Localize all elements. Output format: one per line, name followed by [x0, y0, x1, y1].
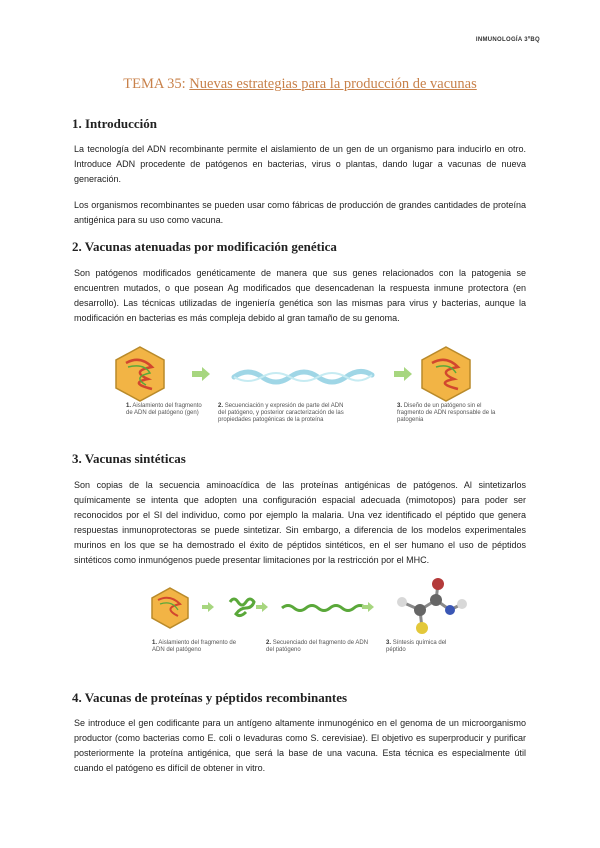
figure-caption: 2. Secuenciado del fragmento de ADN del patógeno	[266, 640, 369, 653]
figure-caption: 2. Secuenciación y expresión de parte del ADN del patógeno, y posterior caracterización de las propiedades patogénicas de la proteína	[218, 403, 344, 423]
dna-fragment-icon	[230, 599, 254, 616]
section-heading-introduccion: 1. Introducción	[72, 116, 157, 131]
arrow-icon	[362, 602, 374, 612]
figure-synthetic-vaccine	[150, 576, 490, 640]
page-title	[0, 76, 600, 93]
section-heading-proteinas-recombinantes: 4. Vacunas de proteínas y péptidos recombinantes	[72, 690, 348, 705]
figure-caption: 1. Aislamiento del fragmento de ADN del patógeno	[152, 640, 237, 653]
peptide-molecule-icon	[397, 578, 467, 634]
pathogen-hexagon-icon	[116, 347, 164, 401]
title-text: Nuevas estrategias para la producción de vacunas	[189, 76, 477, 92]
paragraph: Son copias de la secuencia aminoacídica de las proteínas antigénicas de patógenos. Al sintetizarlos químicamente se intenta que adopten una configuración espacial adecuada (mimotopos) para poder ser reconocidos por el SI del individuo, como por ejemplo la malaria. Una vez identificado el péptido que genera respuestas inmunoprotectoras se puede sintetizar. Sin embargo, a diferencia de los modelos experimentales murinos en los que se ha demostrado el éxito de péptidos sintéticos, en el ser humano el uso de péptidos sintéticos como inmunógenos puede presentar limitaciones por la restricción por el MHC.	[74, 480, 526, 565]
paragraph: La tecnología del ADN recombinante permite el aislamiento de un gen de un organismo para inducirlo en otro. Introduce ADN procedente de patógenos en bacterias, virus o plantas, dando lugar a vacunas de nueva generación.	[74, 144, 526, 184]
arrow-icon	[256, 602, 268, 612]
modified-pathogen-hexagon-icon	[422, 347, 470, 401]
arrow-icon	[202, 602, 214, 612]
section-heading-vacunas-atenuadas: 2. Vacunas atenuadas por modificación genética	[72, 239, 337, 254]
arrow-icon	[192, 367, 210, 381]
figure-attenuated-vaccine	[110, 345, 530, 405]
pathogen-hexagon-icon	[152, 588, 188, 628]
section-heading-vacunas-sinteticas: 3. Vacunas sintéticas	[72, 451, 186, 466]
course-header: INMUNOLOGÍA 3ºBQ	[475, 37, 540, 43]
paragraph: Los organismos recombinantes se pueden usar como fábricas de producción de grandes cantidades de proteína antigénica para su uso como vacuna.	[74, 200, 526, 225]
figure-caption: 3. Diseño de un patógeno sin el fragmento de ADN responsable de la patogenia	[397, 403, 496, 423]
paragraph: Se introduce el gen codificante para un antígeno altamente inmunogénico en el genoma de un microorganismo productor (como bacterias como E. coli o levaduras como S. cerevisiae). El objetivo es superproducir y purificar posteriormente la proteína antigénica, que será la base de una vacuna. Esta técnica es especialmente útil cuando el patógeno es difícil de obtener in vitro.	[74, 718, 526, 773]
figure-caption: 3. Síntesis química del péptido	[386, 640, 447, 653]
figure-caption: 1. Aislamiento del fragmento de ADN del patógeno (gen)	[126, 403, 202, 416]
sequence-strand-icon	[282, 606, 366, 611]
paragraph: Son patógenos modificados genéticamente de manera que sus genes relacionados con la patogenia se encuentren mutados, o que posean Ag modificados que desencadenan la respuesta inmune protectora (en desarrollo). Las técnicas utilizadas de ingeniería genética son las mismas para virus y bacterias, aunque la modificación en bacterias es más compleja debido al gran tamaño de su genoma.	[74, 268, 526, 323]
arrow-icon	[394, 367, 412, 381]
title-prefix: TEMA 35:	[123, 76, 186, 92]
